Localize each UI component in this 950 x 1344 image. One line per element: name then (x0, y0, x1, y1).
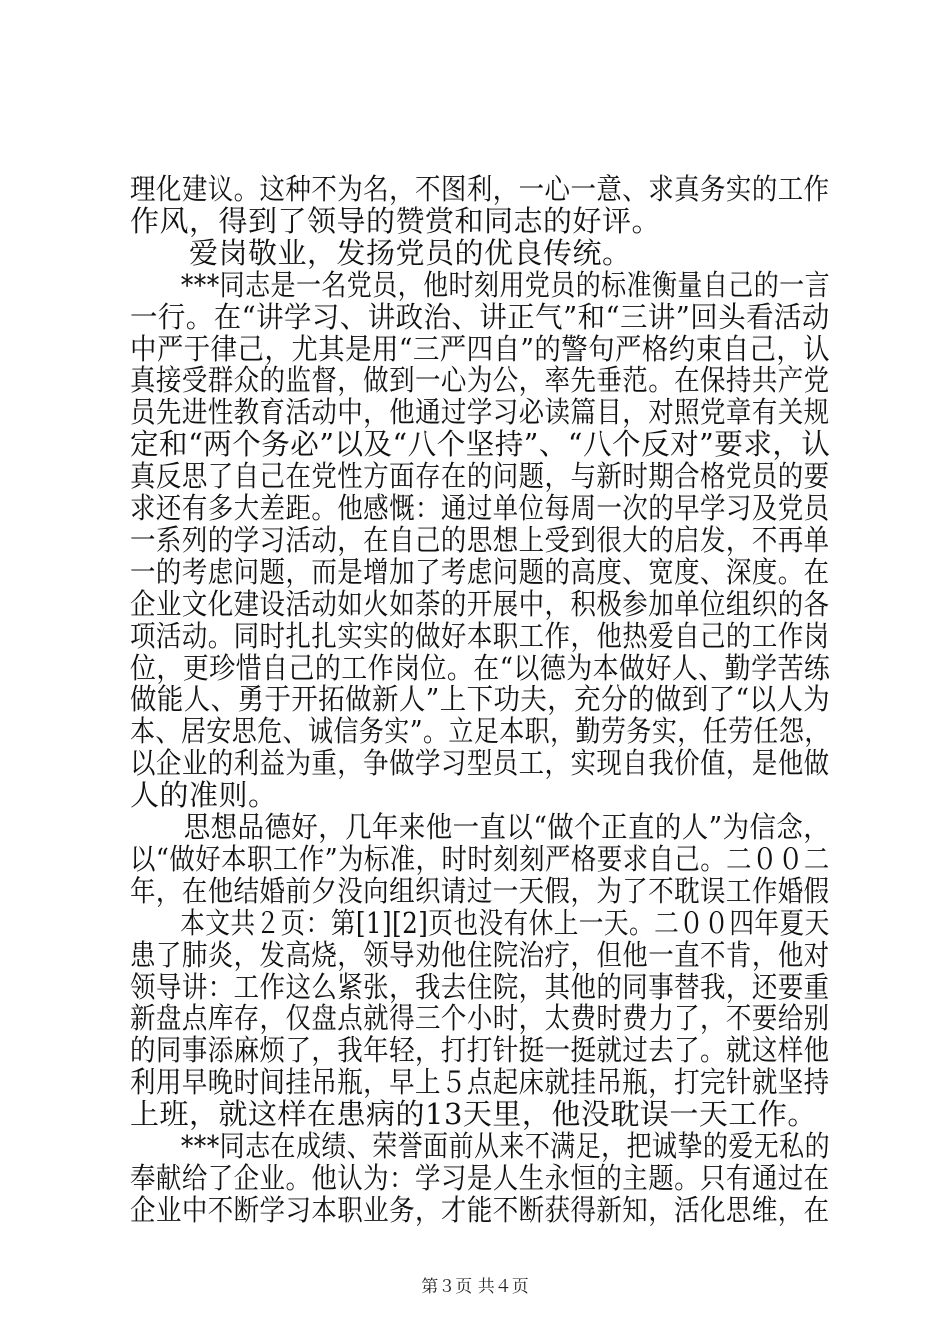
text-line: 本文共２页：第[1][2]页也没有休上一天。二００四年夏天 (130, 905, 830, 940)
text-line: 真反思了自己在党性方面存在的问题，与新时期合格党员的要 (130, 459, 830, 494)
text-line: 做能人、勇于开拓做新人”上下功夫，充分的做到了“以人为 (130, 682, 831, 717)
text-line: 奉献给了企业。他认为：学习是人生永恒的主题。只有通过在 (130, 1160, 830, 1195)
text-line: 一行。在“讲学习、讲政治、讲正气”和“三讲”回头看活动 (130, 299, 830, 334)
text-line: 的同事添麻烦了，我年轻，打打针挺一挺就过去了。就这样他 (130, 1033, 830, 1068)
text-line: ***同志是一名党员，他时刻用党员的标准衡量自己的一言 (130, 267, 831, 302)
text-line: 年，在他结婚前夕没向组织请过一天假，为了不耽误工作婚假 (130, 873, 830, 908)
text-line: 人的准则。 (130, 778, 278, 813)
text-line: 以企业的利益为重，争做学习型员工，实现自我价值，是他做 (130, 746, 830, 781)
text-line: 本、居安思危、诚信务实”。立足本职，勤劳务实，任劳任怨， (130, 714, 830, 749)
text-line: 企业文化建设活动如火如荼的开展中，积极参加单位组织的各 (130, 586, 830, 621)
text-line: 领导讲：工作这么紧张，我去住院，其他的同事替我，还要重 (130, 969, 830, 1004)
text-line: ***同志在成绩、荣誉面前从来不满足，把诚挚的爱无私的 (130, 1129, 831, 1163)
text-line: 上班，就这样在患病的13天里，他没耽误一天工作。 (130, 1097, 817, 1132)
text-line: 一系列的学习活动，在自己的思想上受到很大的启发，不再单 (130, 522, 830, 557)
text-line: 理化建议。这种不为名，不图利，一心一意、求真务实的工作 (130, 172, 830, 206)
text-line: 中严于律己，尤其是用“三严四自”的警句严格约束自己，认 (130, 331, 831, 366)
text-line: 员先进性教育活动中，他通过学习必读篇目，对照党章有关规 (130, 395, 830, 430)
text-line: 位，更珍惜自己的工作岗位。在“以德为本做好人、勤学苦练 (130, 650, 831, 685)
page-footer: 第３页 共４页 (421, 1277, 529, 1297)
text-line: 思想品德好，几年来他一直以“做个正直的人”为信念， (130, 810, 831, 844)
text-line: 利用早晚时间挂吊瓶，早上５点起床就挂吊瓶，打完针就坚持 (130, 1065, 830, 1100)
text-line: 作风，得到了领导的赞赏和同志的好评。 (130, 203, 662, 238)
text-line: 一的考虑问题，而是增加了考虑问题的高度、宽度、深度。在 (130, 554, 830, 589)
text-line: 爱岗敬业，发扬党员的优良传统。 (130, 235, 632, 270)
text-line: 以“做好本职工作”为标准，时时刻刻严格要求自己。二００二 (130, 841, 830, 876)
text-line: 真接受群众的监督，做到一心为公，率先垂范。在保持共产党 (130, 363, 830, 398)
text-line: 求还有多大差距。他感慨：通过单位每周一次的早学习及党员 (130, 491, 830, 525)
text-line: 定和“两个务必”以及“八个坚持”、“八个反对”要求，认 (130, 427, 831, 462)
text-line: 新盘点库存，仅盘点就得三个小时，太费时费力了，不要给别 (130, 1001, 830, 1036)
text-line: 企业中不断学习本职业务，才能不断获得新知，活化思维，在 (130, 1192, 830, 1227)
text-line: 患了肺炎，发高烧，领导劝他住院治疗，但他一直不肯，他对 (130, 937, 830, 972)
text-line: 项活动。同时扎扎实实的做好本职工作，他热爱自己的工作岗 (130, 618, 830, 653)
